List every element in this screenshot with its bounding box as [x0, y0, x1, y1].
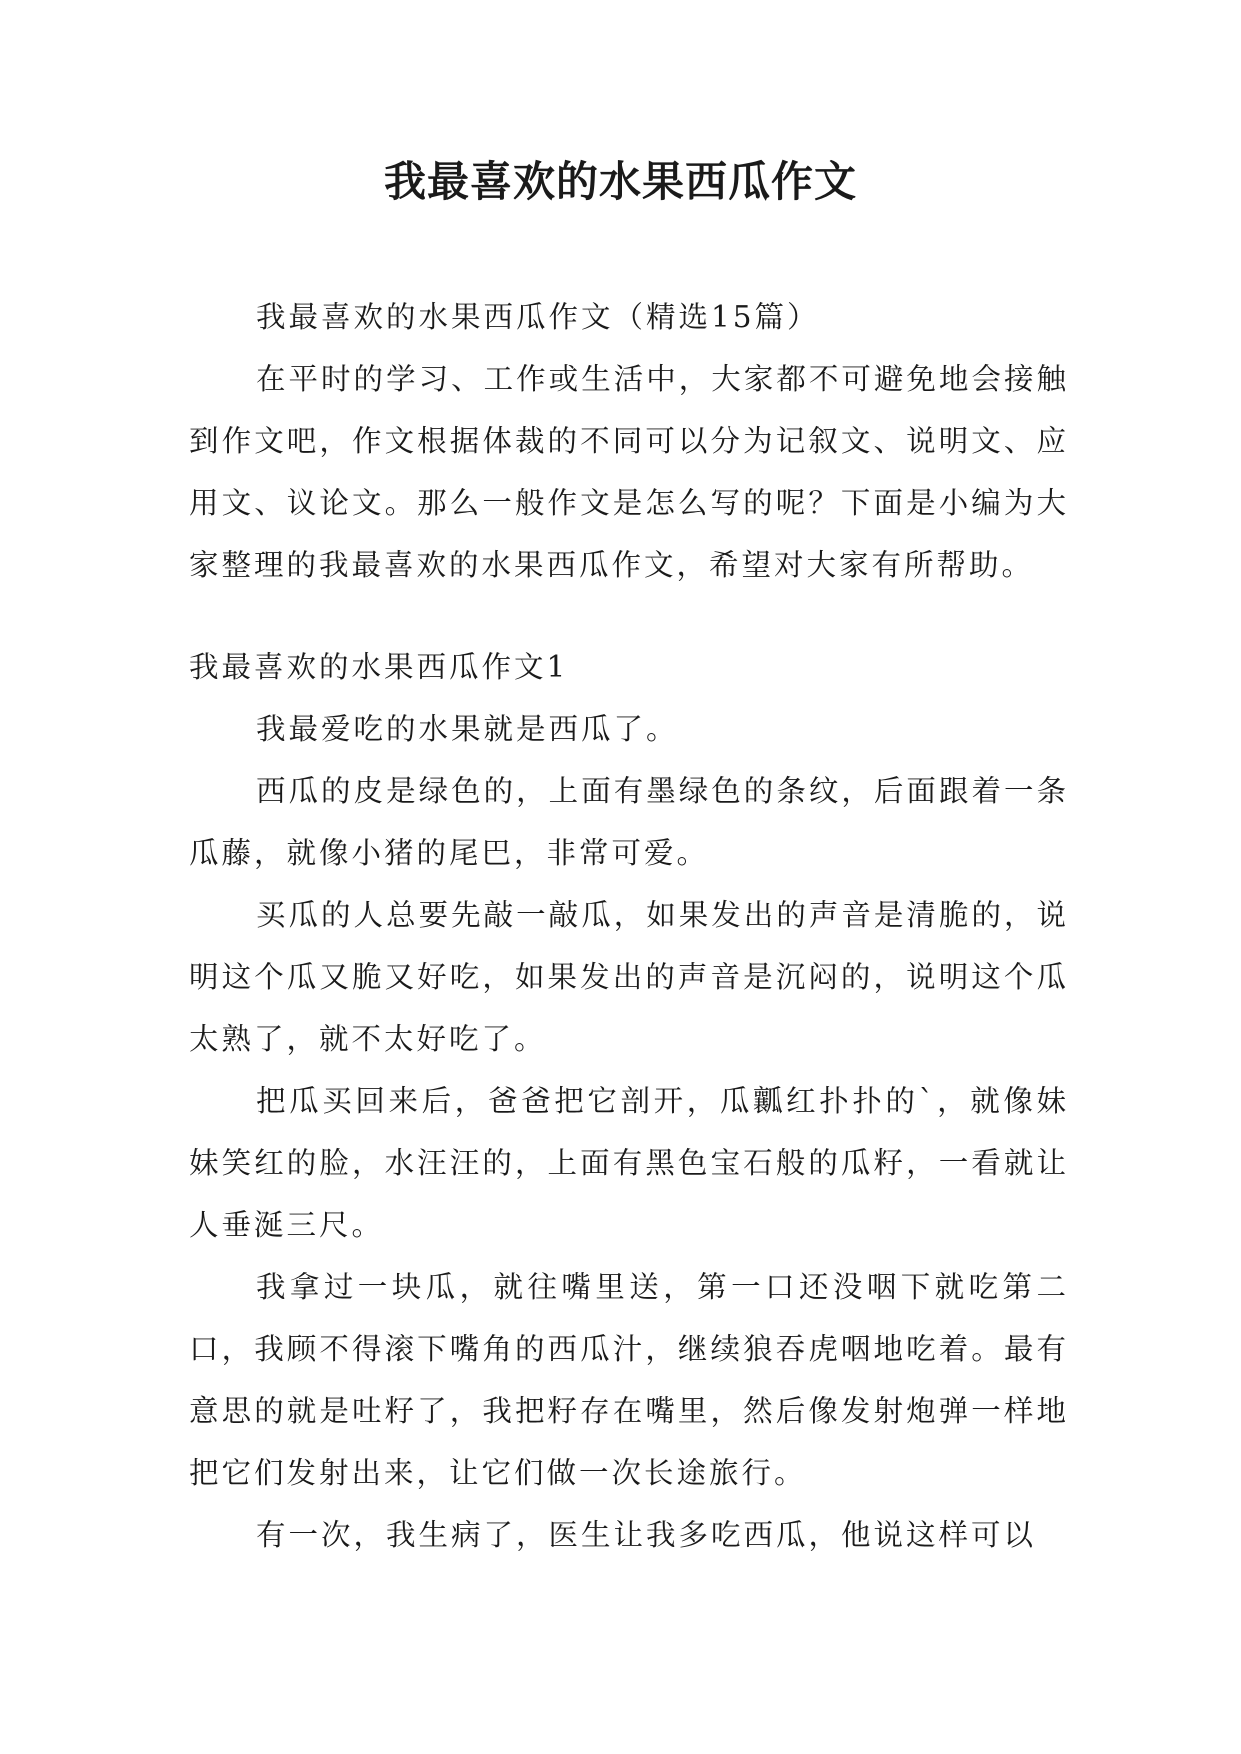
body-paragraph: 买瓜的人总要先敲一敲瓜，如果发出的声音是清脆的，说明这个瓜又脆又好吃，如果发出的声音是沉闷的，说明这个瓜太熟了，就不太好吃了。	[189, 898, 1069, 1056]
body-paragraph: 我拿过一块瓜，就往嘴里送，第一口还没咽下就吃第二口，我顾不得滚下嘴角的西瓜汁，继续狼吞虎咽地吃着。最有意思的就是吐籽了，我把籽存在嘴里，然后像发射炮弹一样地把它们发射出来，让它们做一次长途旅行。	[189, 1270, 1069, 1490]
body-paragraph: 有一次，我生病了，医生让我多吃西瓜，他说这样可以	[256, 1518, 1037, 1552]
body-paragraph: 西瓜的皮是绿色的，上面有墨绿色的条纹，后面跟着一条瓜藤，就像小猪的尾巴，非常可爱。	[189, 774, 1069, 870]
intro-paragraph: 在平时的学习、工作或生活中，大家都不可避免地会接触到作文吧，作文根据体裁的不同可以分为记叙文、说明文、应用文、议论文。那么一般作文是怎么写的呢？下面是小编为大家整理的我最喜欢的水果西瓜作文，希望对大家有所帮助。	[189, 362, 1069, 582]
document-title: 我最喜欢的水果西瓜作文	[383, 157, 857, 206]
body-paragraph: 把瓜买回来后，爸爸把它剖开，瓜瓤红扑扑的`，就像妹妹笑红的脸，水汪汪的，上面有黑色宝石般的瓜籽，一看就让人垂涎三尺。	[189, 1084, 1069, 1242]
document-subtitle: 我最喜欢的水果西瓜作文（精选15篇）	[256, 300, 820, 334]
body-paragraph: 我最爱吃的水果就是西瓜了。	[256, 712, 679, 746]
section-heading: 我最喜欢的水果西瓜作文1	[189, 650, 569, 684]
document-body	[189, 286, 1069, 1566]
